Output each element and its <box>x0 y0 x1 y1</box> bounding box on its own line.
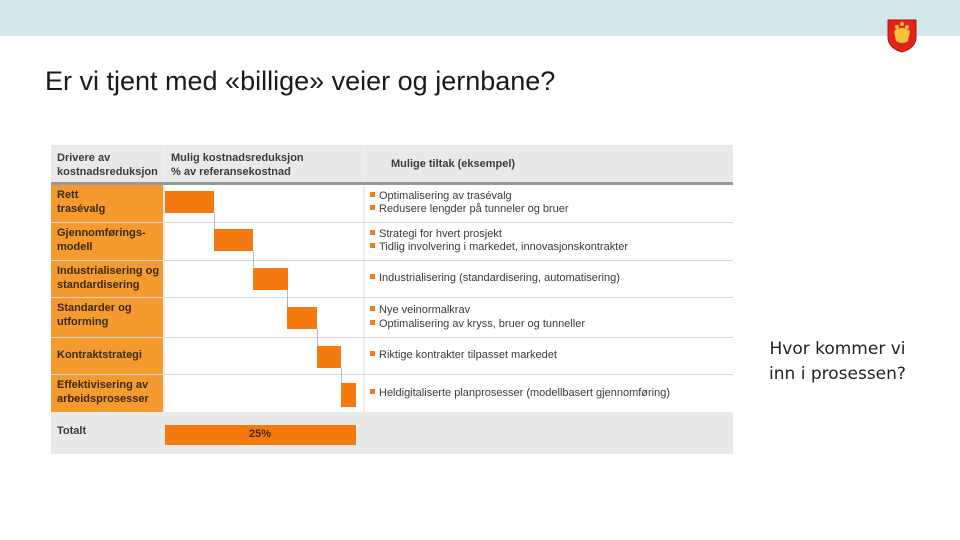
reduction-bar <box>214 229 253 251</box>
header-drivers <box>51 145 163 183</box>
header-reduction <box>165 145 363 183</box>
table-row <box>51 261 733 297</box>
table-row <box>51 223 733 260</box>
driver-label: Rett trasévalg <box>57 189 106 215</box>
tiltak-item: Riktige kontrakter tilpasset markedet <box>370 349 557 362</box>
driver-cell <box>51 261 163 297</box>
tiltak-cell <box>365 298 733 337</box>
step-connector <box>287 290 288 307</box>
reduction-cell <box>165 298 363 337</box>
total-value: 25% <box>249 428 272 440</box>
header-reduction-label: Mulig kostnadsreduksjon % av referansekostnad <box>171 152 304 178</box>
driver-label: Kontraktstrategi <box>57 349 142 361</box>
total-bar <box>165 425 356 445</box>
reduction-bar <box>341 383 356 407</box>
driver-label: Effektivisering av arbeidsprosesser <box>57 379 149 405</box>
driver-cell <box>51 298 163 337</box>
total-label: Totalt <box>57 425 87 437</box>
step-connector <box>317 329 318 346</box>
total-row <box>51 413 733 454</box>
total-label-cell <box>51 413 163 454</box>
header-tiltak-label: Mulige tiltak (eksempel) <box>391 158 516 170</box>
tiltak-item: Strategi for hvert prosjekt <box>370 228 502 241</box>
reduction-cell <box>165 375 363 412</box>
tiltak-item: Optimalisering av trasévalg <box>370 190 512 203</box>
tiltak-cell <box>365 223 733 260</box>
table-row <box>51 338 733 374</box>
coat-of-arms-icon <box>887 19 917 53</box>
tiltak-cell <box>365 261 733 297</box>
header-tiltak <box>365 145 733 183</box>
tiltak-item: Industrialisering (standardisering, automatisering) <box>370 272 620 285</box>
tiltak-item: Optimalisering av kryss, bruer og tunneller <box>370 318 585 331</box>
step-connector <box>214 213 215 229</box>
driver-label: Gjennomførings-modell <box>57 227 146 253</box>
page-title: Er vi tjent med «billige» veier og jernbane? <box>45 66 556 96</box>
reduction-bar <box>287 307 317 329</box>
driver-cell <box>51 375 163 412</box>
tiltak-cell <box>365 338 733 374</box>
table-row <box>51 185 733 222</box>
tiltak-cell <box>365 185 733 222</box>
top-band <box>0 0 960 36</box>
cost-reduction-table <box>51 145 733 454</box>
driver-label: Standarder og utforming <box>57 302 132 328</box>
tiltak-item: Heldigitaliserte planprosesser (modellbasert gjennomføring) <box>370 387 670 400</box>
reduction-bar <box>165 191 214 213</box>
driver-label: Industrialisering og standardisering <box>57 265 160 291</box>
tiltak-cell <box>365 375 733 412</box>
tiltak-item: Redusere lengder på tunneler og bruer <box>370 203 569 216</box>
tiltak-item: Tidlig involvering i markedet, innovasjonskontrakter <box>370 241 628 254</box>
reduction-bar <box>317 346 341 368</box>
table-row <box>51 375 733 412</box>
tiltak-item: Nye veinormalkrav <box>370 304 470 317</box>
step-connector <box>253 251 254 267</box>
header-drivers-label: Drivere av kostnadsreduksjon <box>57 152 158 178</box>
driver-cell <box>51 338 163 374</box>
reduction-bar <box>253 268 288 290</box>
driver-cell <box>51 223 163 260</box>
side-question: Hvor kommer vi inn i prosessen? <box>769 339 906 384</box>
reduction-cell <box>165 223 363 260</box>
table-row <box>51 298 733 337</box>
driver-cell <box>51 185 163 222</box>
step-connector <box>341 368 342 383</box>
